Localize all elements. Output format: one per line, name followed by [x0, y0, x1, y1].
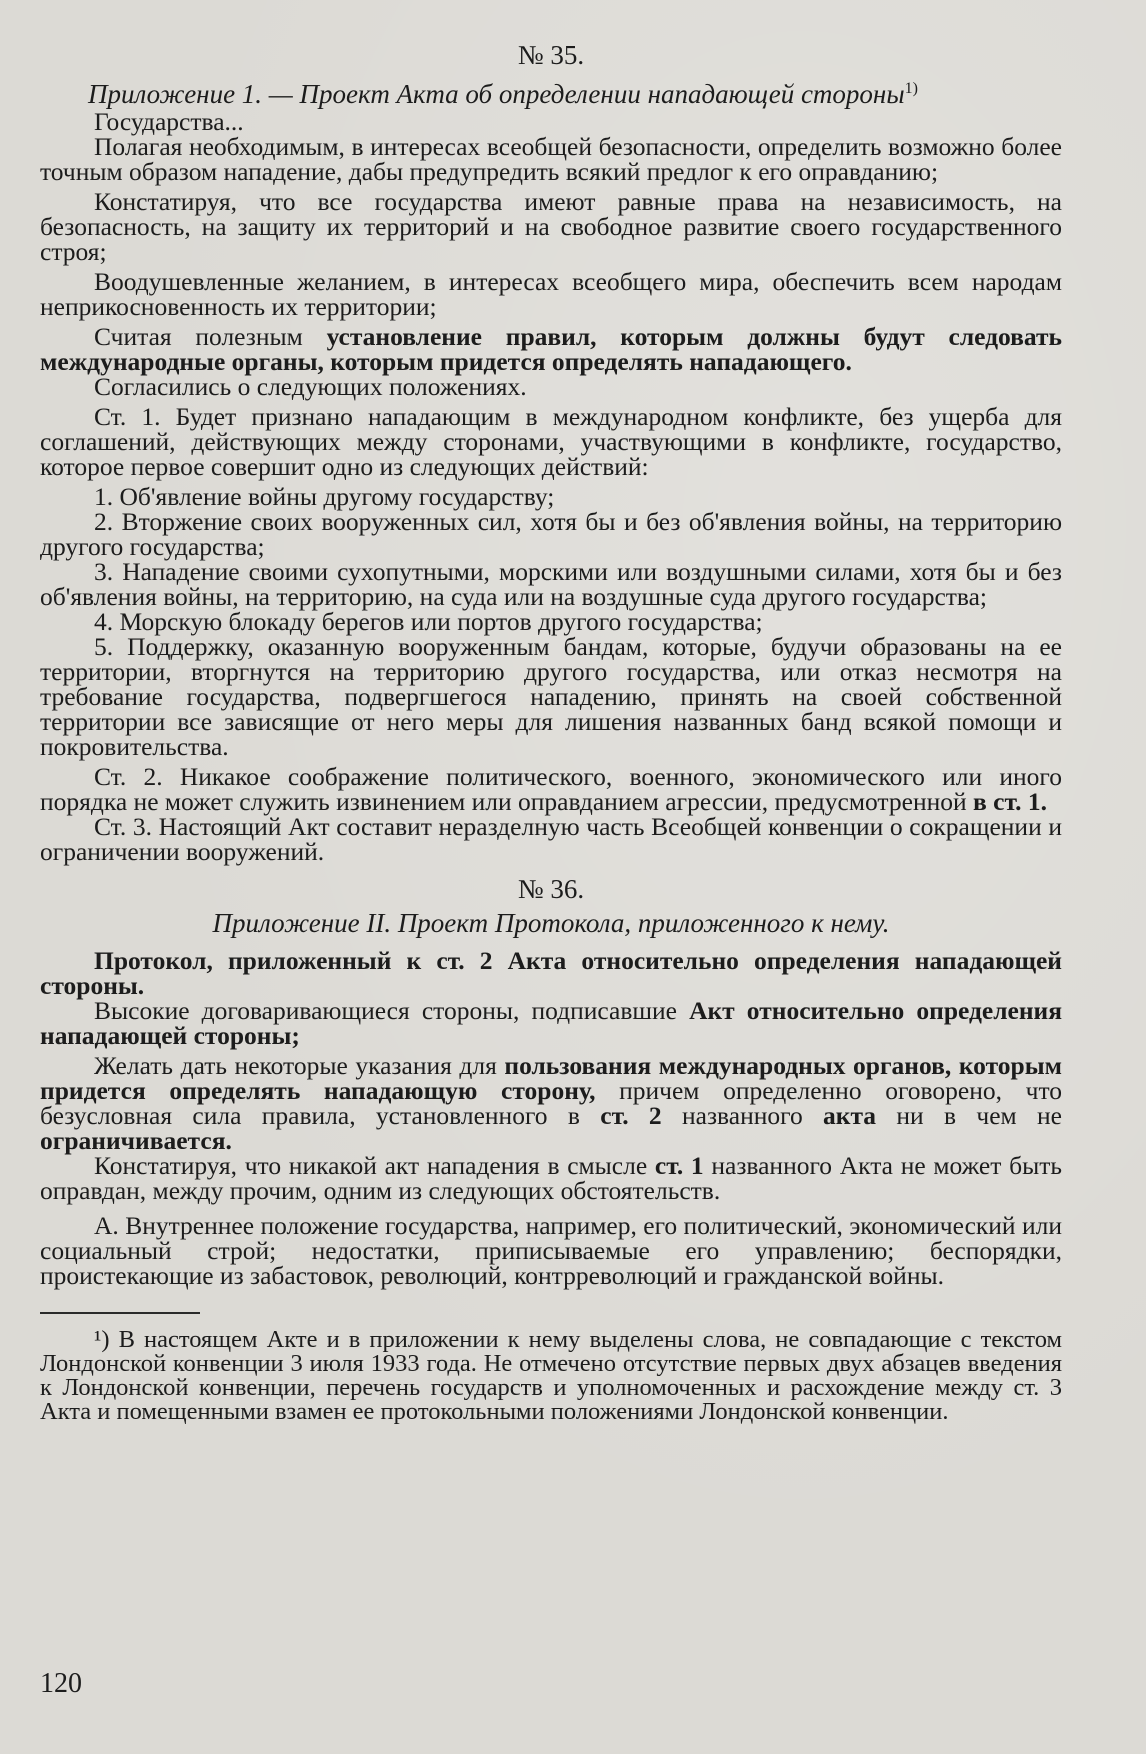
- protocol-paragraph-2-plain-4: ни в чем не: [876, 1101, 1062, 1130]
- footnote-ref: 1): [904, 80, 918, 97]
- protocol-title: Протокол, приложенный к ст. 2 Акта относительно определения нападающей стороны.: [40, 946, 1062, 1000]
- protocol-paragraph-2-bold-1: пользования международных органов, которым придется определять нападающую сторону,: [40, 1051, 1062, 1105]
- protocol-paragraph-2-bold-4: ограничивается.: [40, 1126, 232, 1155]
- article-1-item-4: 4. Морскую блокаду берегов или портов другого государства;: [94, 607, 763, 636]
- protocol-paragraph-2-bold-3: акта: [823, 1101, 877, 1130]
- paragraph-preamble-4-bold: установление правил, которым должны будут следовать международные органы, которым придется определять нападающего.: [40, 322, 1062, 376]
- article-2-plain: Ст. 2. Никакое соображение политического, военного, экономического или иного порядка не может служить извинением или оправданием агрессии, предусмотренной: [40, 762, 1062, 816]
- article-1-item-3: 3. Нападение своими сухопутными, морскими или воздушными силами, хотя бы и без об'явления войны, на территорию, на суда или на воздушные суда другого государства;: [40, 557, 1062, 611]
- appendix-1-heading-text: Приложение 1. — Проект Акта об определении нападающей стороны: [88, 79, 905, 109]
- footnote-divider: [40, 1312, 200, 1314]
- footnote: ¹) В настоящем Акте и в приложении к нему выделены слова, не совпадающие с текстом Лондонской конвенции 3 июля 1933 года. Не отмечено отсутствие первых двух абзацев введения к Лондонской конвенции, перечень государств и уполномоченных и расхождение между ст. 3 Акта и помещенными взамен ее протокольными положениями Лондонской конвенции.: [40, 1326, 1062, 1425]
- article-3: Ст. 3. Настоящий Акт составит неразделную часть Всеобщей конвенции о сокращении и ограничении вооружений.: [40, 812, 1062, 866]
- article-2: [40, 764, 1062, 814]
- protocol-paragraph-1: [40, 998, 1062, 1048]
- protocol-paragraph-2: [40, 1053, 1062, 1153]
- paragraph-preamble-4: [40, 324, 1062, 374]
- protocol-paragraph-2-plain-3: названного: [661, 1101, 824, 1130]
- paragraph-preamble-4-plain: Считая полезным: [94, 322, 327, 351]
- protocol-paragraph-2-plain-1: Желать дать некоторые указания для: [94, 1051, 505, 1080]
- appendix-1-heading: [40, 74, 1062, 109]
- protocol-paragraph-1-plain: Высокие договаривающиеся стороны, подписавшие: [94, 996, 690, 1025]
- protocol-paragraph-a: А. Внутреннее положение государства, например, его политический, экономический или социальный строй; недостатки, приписываемые его управлению; беспорядки, проистекающие из забастовок, революций, контрреволюций и гражданской войны.: [40, 1211, 1062, 1290]
- protocol-paragraph-1-bold: Акт относительно определения нападающей стороны;: [40, 996, 1063, 1050]
- appendix-2-heading: Приложение II. Проект Протокола, приложенного к нему.: [212, 908, 890, 938]
- article-2-bold: в ст. 1.: [973, 787, 1047, 816]
- article-1-item-2: 2. Вторжение своих вооруженных сил, хотя бы и без об'явления войны, на территорию другого государства;: [40, 507, 1062, 561]
- protocol-paragraph-3-plain-1: Констатируя, что никакой акт нападения в смысле: [94, 1151, 655, 1180]
- page-number: 120: [40, 1668, 82, 1699]
- paragraph-preamble-2: Констатируя, что все государства имеют равные права на независимость, на безопасность, на защиту их территорий и на свободное развитие своего государственного строя;: [40, 187, 1062, 266]
- paragraph-agreed: Согласились о следующих положениях.: [94, 372, 527, 401]
- document-number-36: № 36.: [517, 874, 585, 904]
- paragraph-preamble-1: Полагая необходимым, в интересах всеобщей безопасности, определить возможно более точным образом нападение, дабы предупредить всякий предлог к его оправданию;: [40, 132, 1062, 186]
- protocol-paragraph-3: [40, 1153, 1062, 1203]
- article-1: Ст. 1. Будет признано нападающим в международном конфликте, без ущерба для соглашений, действующих между сторонами, участвующими в конфликте, государство, которое первое совершит одно из следующих действий:: [40, 402, 1062, 481]
- article-1-item-1: 1. Об'явление войны другому государству;: [94, 482, 555, 511]
- protocol-paragraph-2-plain-2: причем определенно оговорено, что безусловная сила правила, установленного в: [40, 1076, 1063, 1130]
- paragraph-preamble-3: Воодушевленные желанием, в интересах всеобщего мира, обеспечить всем народам неприкосновенность их территории;: [40, 267, 1062, 321]
- protocol-paragraph-3-bold-1: ст. 1: [654, 1151, 704, 1180]
- paragraph-states: Государства...: [94, 107, 244, 136]
- article-1-item-5: 5. Поддержку, оказанную вооруженным бандам, которые, будучи образованы на ее территории, вторгнутся на территорию другого государства, или отказ несмотря на требование государства, подвергшегося нападению, принять на своей собственной территории все зависящие от него меры для лишения названных банд всякой помощи и покровительства.: [40, 632, 1062, 761]
- document-number-35: № 35.: [517, 40, 585, 70]
- protocol-paragraph-2-bold-2: ст. 2: [600, 1101, 662, 1130]
- protocol-paragraph-3-plain-2: названного Акта не может быть оправдан, между прочим, одним из следующих обстоятельств.: [40, 1151, 1062, 1205]
